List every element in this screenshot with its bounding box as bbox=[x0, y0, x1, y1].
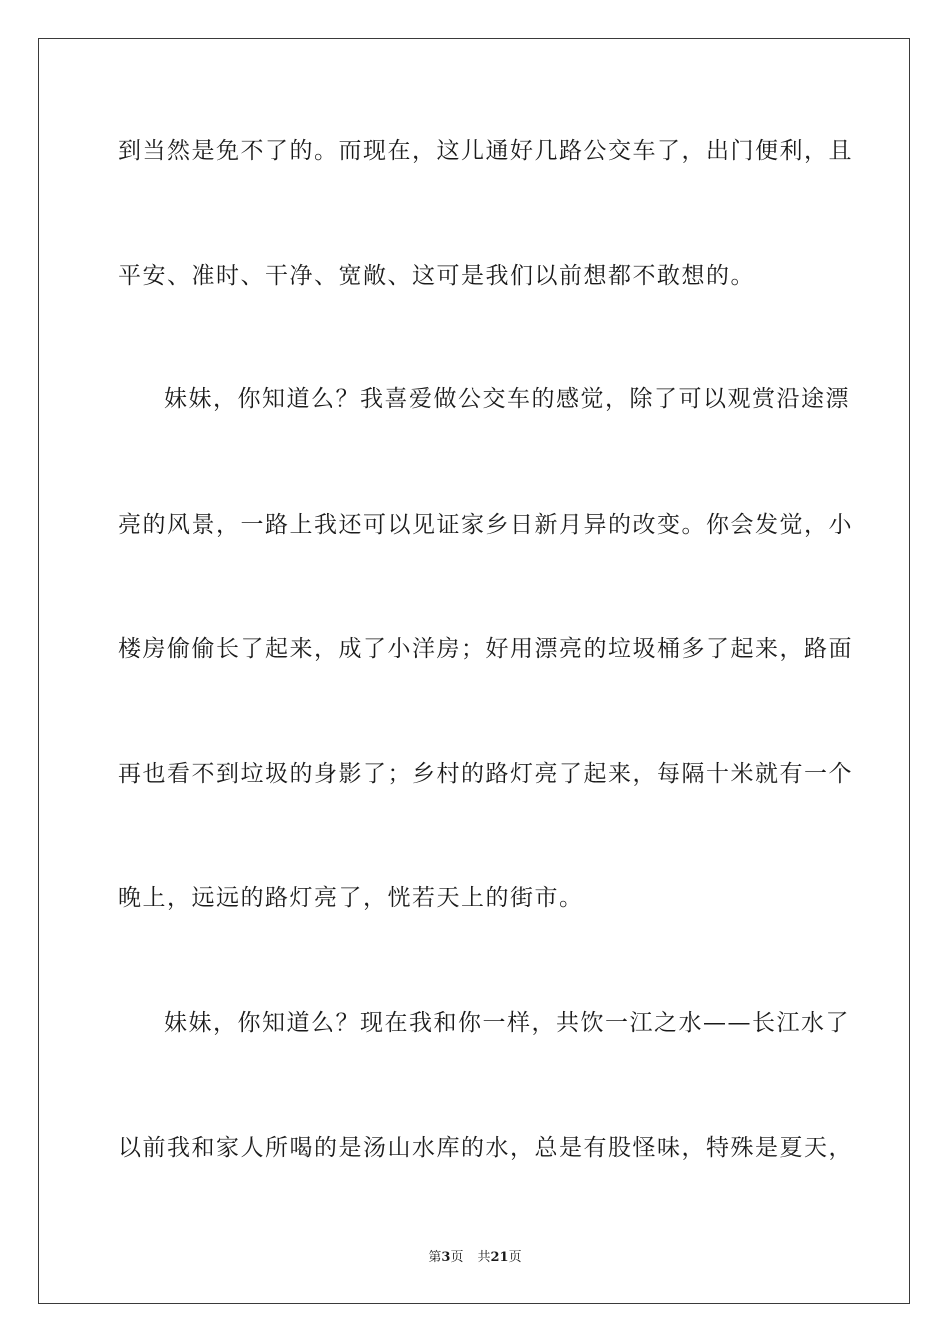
page-prefix: 第 bbox=[428, 1250, 442, 1265]
text-line-8: 妹妹，你知道么？现在我和你一样，共饮一江之水——长江水了 bbox=[164, 1010, 850, 1036]
page-footer bbox=[0, 1246, 950, 1265]
text-line-3: 妹妹，你知道么？我喜爱做公交车的感觉，除了可以观赏沿途漂 bbox=[164, 386, 850, 412]
page-suffix: 页 bbox=[450, 1250, 464, 1265]
text-line-4: 亮的风景，一路上我还可以见证家乡日新月异的改变。你会发觉，小 bbox=[118, 512, 853, 538]
total-pages: 21 bbox=[490, 1250, 509, 1265]
page-number: 3 bbox=[441, 1250, 451, 1265]
text-line-2: 平安、准时、干净、宽敞、这可是我们以前想都不敢想的。 bbox=[118, 263, 755, 289]
total-prefix: 共 bbox=[477, 1250, 491, 1265]
text-line-9: 以前我和家人所喝的是汤山水库的水，总是有股怪味，特殊是夏天， bbox=[118, 1135, 853, 1161]
text-line-1: 到当然是免不了的。而现在，这儿通好几路公交车了，出门便利，且 bbox=[118, 138, 853, 164]
text-line-5: 楼房偷偷长了起来，成了小洋房；好用漂亮的垃圾桶多了起来，路面 bbox=[118, 636, 853, 662]
total-suffix: 页 bbox=[508, 1250, 522, 1265]
text-line-6: 再也看不到垃圾的身影了；乡村的路灯亮了起来，每隔十米就有一个 bbox=[118, 761, 853, 787]
page-border bbox=[38, 38, 910, 1304]
text-line-7: 晚上，远远的路灯亮了，恍若天上的街市。 bbox=[118, 885, 584, 911]
